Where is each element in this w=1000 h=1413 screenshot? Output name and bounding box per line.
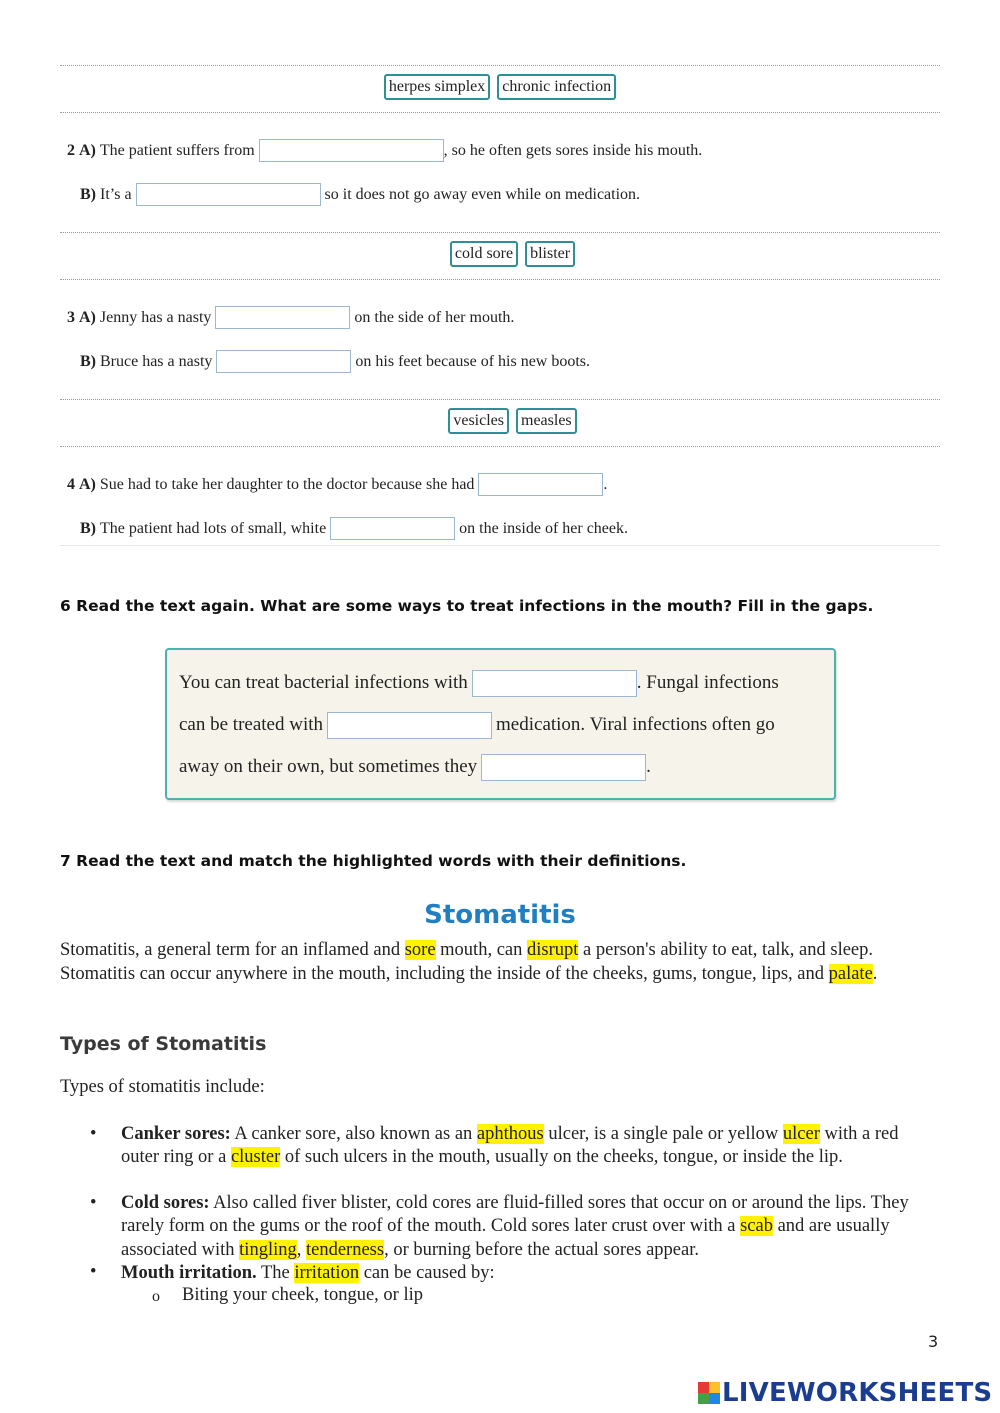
- divider: [60, 65, 940, 66]
- word-chip[interactable]: measles: [516, 408, 577, 434]
- logo-mark-icon: [698, 1382, 720, 1404]
- text: , or burning before the actual sores appear.: [384, 1239, 699, 1260]
- item-label: Cold sores:: [121, 1193, 210, 1213]
- question-text: Jenny has a nasty: [99, 308, 212, 326]
- bullet-icon: •: [90, 1262, 97, 1282]
- part-label: A): [79, 308, 96, 326]
- answer-field[interactable]: [259, 139, 444, 162]
- list-item: [121, 1123, 941, 1170]
- divider: [60, 446, 940, 447]
- answer-field[interactable]: [327, 712, 492, 739]
- gap-fill-text: medication. Viral infections often go: [496, 714, 775, 735]
- types-intro: Types of stomatitis include:: [60, 1077, 265, 1097]
- gap-fill-text: . Fungal infections: [636, 672, 779, 693]
- question-text: The patient suffers from: [99, 141, 255, 159]
- highlighted-word[interactable]: aphthous: [476, 1124, 544, 1144]
- question-number: 3: [67, 308, 75, 326]
- divider: [60, 279, 940, 280]
- text: and are usually associated with: [121, 1216, 890, 1260]
- highlighted-word[interactable]: tenderness: [305, 1239, 385, 1260]
- question-text: , so he often gets sores inside his mouth.: [443, 141, 703, 159]
- article-intro: [60, 939, 940, 986]
- question-text: It’s a: [100, 185, 132, 203]
- divider: [60, 232, 940, 233]
- part-label: B): [80, 352, 96, 370]
- divider: [60, 112, 940, 113]
- text: ,: [296, 1239, 306, 1260]
- text: with a red outer ring or a: [121, 1124, 899, 1168]
- bullet-icon: •: [90, 1193, 97, 1213]
- gap-fill-line: [179, 669, 779, 697]
- question-text: The patient had lots of small, white: [100, 519, 327, 537]
- word-chip[interactable]: vesicles: [448, 408, 509, 434]
- text: ulcer, is a single pale or yellow: [543, 1124, 783, 1144]
- gap-fill-text: .: [646, 756, 651, 777]
- question-2b: [80, 183, 640, 206]
- exercise-6-title: 6 Read the text again. What are some ways to treat infections in the mouth? Fill in the gaps.: [60, 597, 874, 615]
- highlighted-word[interactable]: ulcer: [782, 1124, 820, 1144]
- bullet-icon: •: [90, 1124, 97, 1144]
- highlighted-word[interactable]: sore: [404, 940, 436, 960]
- word-bank: [0, 74, 1000, 100]
- list-item: [121, 1192, 941, 1262]
- sub-bullet-icon: o: [152, 1288, 160, 1305]
- sub-list-item: Biting your cheek, tongue, or lip: [182, 1285, 423, 1305]
- gap-fill-line: [179, 753, 651, 781]
- question-text: on his feet because of his new boots.: [355, 352, 591, 370]
- text: The: [256, 1263, 295, 1283]
- article-heading: Stomatitis: [424, 900, 576, 930]
- highlighted-word[interactable]: irritation: [294, 1263, 360, 1283]
- liveworksheets-logo[interactable]: [698, 1378, 992, 1408]
- part-label: B): [80, 519, 96, 537]
- text: A canker sore, also known as an: [230, 1124, 477, 1144]
- divider: [60, 545, 940, 546]
- question-text: on the side of her mouth.: [354, 308, 515, 326]
- text: can be caused by:: [359, 1263, 495, 1283]
- highlighted-word[interactable]: palate: [828, 963, 873, 984]
- gap-fill-text: You can treat bacterial infections with: [179, 672, 468, 693]
- article-subheading: Types of Stomatitis: [60, 1033, 267, 1055]
- answer-field[interactable]: [472, 670, 637, 697]
- word-chip[interactable]: cold sore: [450, 241, 518, 267]
- answer-field[interactable]: [136, 183, 321, 206]
- question-number: 2: [67, 141, 75, 159]
- word-chip[interactable]: blister: [525, 241, 575, 267]
- text: of such ulcers in the mouth, usually on the cheeks, tongue, or inside the lip.: [280, 1147, 843, 1168]
- question-4b: [80, 517, 628, 540]
- question-3a: [67, 306, 514, 329]
- gap-fill-box: [165, 648, 836, 800]
- question-text: .: [603, 475, 608, 493]
- answer-field[interactable]: [330, 517, 455, 540]
- divider: [60, 399, 940, 400]
- highlighted-word[interactable]: cluster: [230, 1147, 281, 1168]
- answer-field[interactable]: [478, 473, 603, 496]
- word-chip[interactable]: herpes simplex: [384, 74, 490, 100]
- gap-fill-text: can be treated with: [179, 714, 324, 735]
- list-item: [121, 1262, 941, 1285]
- word-bank: [0, 241, 1000, 267]
- gap-fill-line: [179, 711, 775, 739]
- highlighted-word[interactable]: scab: [740, 1216, 773, 1237]
- item-label: Canker sores:: [121, 1124, 231, 1144]
- question-4a: [67, 473, 607, 496]
- question-text: Bruce has a nasty: [100, 352, 213, 370]
- answer-field[interactable]: [216, 350, 351, 373]
- question-2a: [67, 139, 702, 162]
- word-bank: [0, 408, 1000, 434]
- question-text: on the inside of her cheek.: [459, 519, 628, 537]
- highlighted-word[interactable]: tingling: [239, 1239, 297, 1260]
- exercise-7-title: 7 Read the text and match the highlighted words with their definitions.: [60, 852, 687, 870]
- answer-field[interactable]: [215, 306, 350, 329]
- question-3b: [80, 350, 590, 373]
- word-chip[interactable]: chronic infection: [497, 74, 616, 100]
- text: a person's ability to eat, talk, and sleep. Stomatitis can occur anywhere in the mouth, including the inside of the cheeks, gums, tongue, lips, and: [60, 940, 874, 984]
- item-label: Mouth irritation.: [121, 1263, 257, 1283]
- logo-text: LIVEWORKSHEETS: [722, 1378, 993, 1408]
- text: .: [872, 963, 878, 984]
- part-label: B): [80, 185, 96, 203]
- gap-fill-text: away on their own, but sometimes they: [179, 756, 478, 777]
- question-text: Sue had to take her daughter to the doctor because she had: [99, 475, 475, 493]
- text: mouth, can: [435, 940, 527, 960]
- answer-field[interactable]: [481, 754, 646, 781]
- page-number: 3: [928, 1332, 939, 1351]
- highlighted-word[interactable]: disrupt: [527, 940, 579, 960]
- part-label: A): [79, 475, 96, 493]
- text: Also called fiver blister, cold cores are fluid-filled sores that occur on or around the lips. They rarely form on the gums or the roof of the mouth. Cold sores later crust over with a: [121, 1193, 909, 1237]
- question-number: 4: [67, 475, 75, 493]
- part-label: A): [79, 141, 96, 159]
- text: Stomatitis, a general term for an inflamed and: [60, 940, 405, 960]
- question-text: so it does not go away even while on medication.: [324, 185, 641, 203]
